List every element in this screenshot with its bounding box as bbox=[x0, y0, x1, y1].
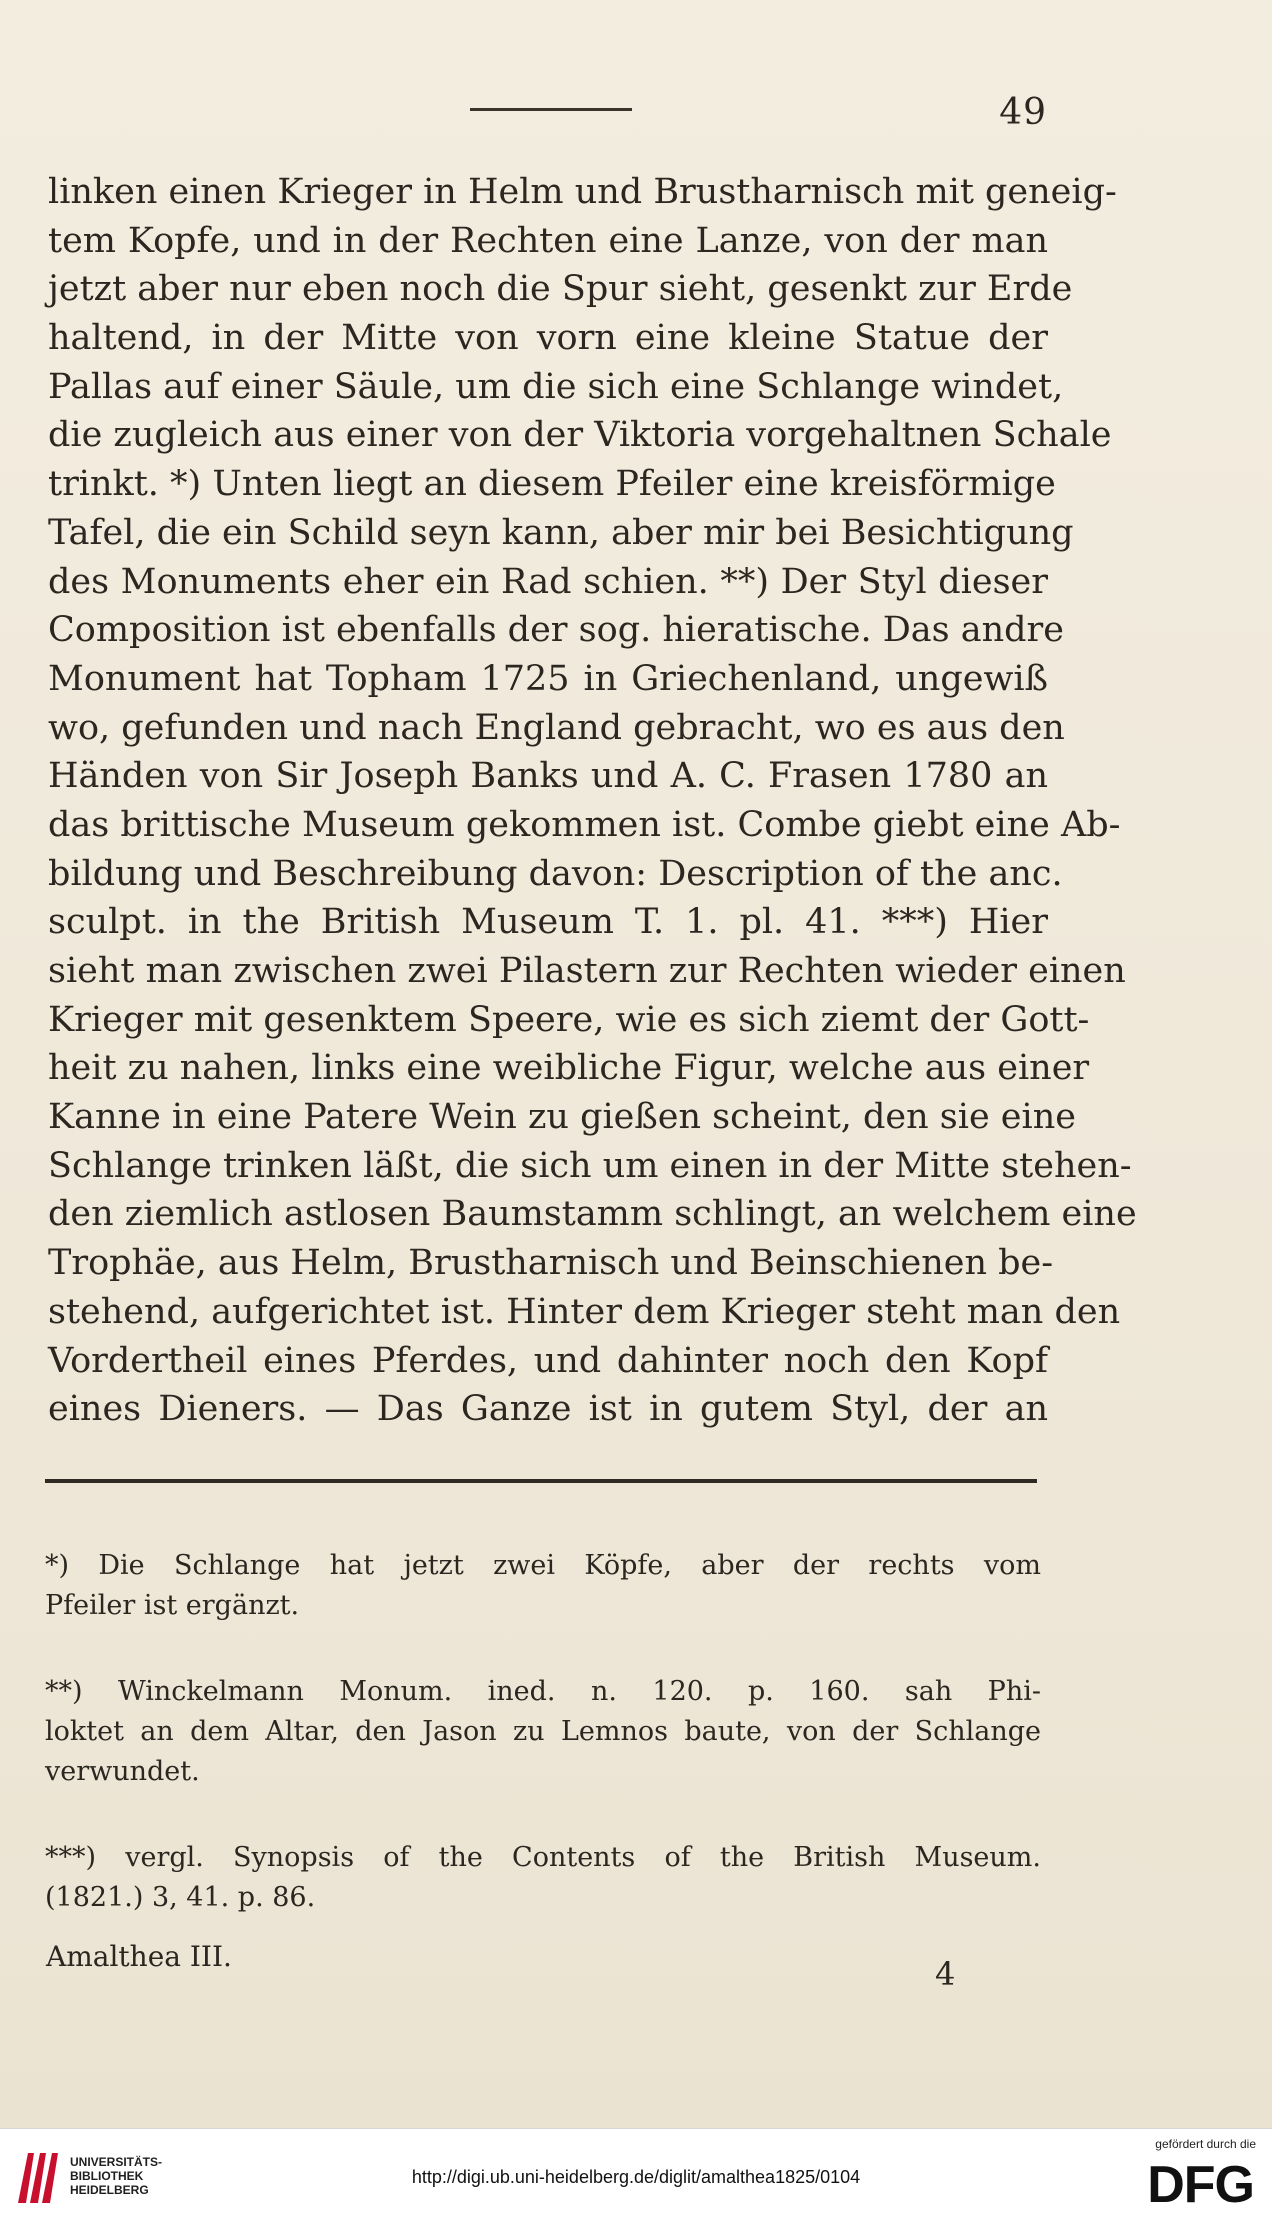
text-line: Kanne in eine Patere Wein zu gießen scheint, den sie eine bbox=[48, 1097, 1076, 1138]
footnote-line: verwundet. bbox=[45, 1756, 200, 1787]
text-line: den ziemlich astlosen Baumstamm schlingt, an welchem eine bbox=[48, 1194, 1137, 1235]
body-text bbox=[48, 168, 1137, 1434]
institution-line: BIBLIOTHEK bbox=[70, 2169, 144, 2183]
text-line: tem Kopfe, und in der Rechten eine Lanze, von der man bbox=[48, 220, 1048, 261]
permalink-url[interactable]: http://digi.ub.uni-heidelberg.de/diglit/amalthea1825/0104 bbox=[411, 2167, 861, 2187]
text-line: Händen von Sir Joseph Banks und A. C. Frasen 1780 an bbox=[48, 756, 1048, 797]
footnote-line: ***) vergl. Synopsis of the Contents of the British Museum. bbox=[45, 1842, 1041, 1873]
header-rule bbox=[470, 108, 632, 111]
text-line: des Monuments eher ein Rad schien. **) Der Styl dieser bbox=[48, 561, 1048, 602]
text-line: trinkt. *) Unten liegt an diesem Pfeiler eine kreisförmige bbox=[48, 464, 1056, 505]
text-line: heit zu nahen, links eine weibliche Figur, welche aus einer bbox=[48, 1048, 1090, 1089]
text-line: eines Dieners. — Das Ganze ist in gutem Styl, der an bbox=[48, 1389, 1048, 1430]
page-number: 49 bbox=[999, 92, 1047, 133]
text-line: die zugleich aus einer von der Viktoria vorgehaltnen Schale bbox=[48, 415, 1112, 456]
text-line: haltend, in der Mitte von vorn eine kleine Statue der bbox=[48, 318, 1048, 359]
text-line: Schlange trinken läßt, die sich um einen in der Mitte stehen- bbox=[48, 1145, 1132, 1186]
footnotes bbox=[45, 1546, 1041, 1918]
text-line: Pallas auf einer Säule, um die sich eine Schlange windet, bbox=[48, 366, 1064, 407]
text-line: stehend, aufgerichtet ist. Hinter dem Krieger steht man den bbox=[48, 1291, 1121, 1332]
dfg-logo: DFG bbox=[1147, 2156, 1254, 2214]
text-line: Vordertheil eines Pferdes, und dahinter noch den Kopf bbox=[48, 1340, 1048, 1381]
text-line: sculpt. in the British Museum T. 1. pl. 41. ***) Hier bbox=[48, 902, 1048, 943]
footnote-line: Pfeiler ist ergänzt. bbox=[45, 1590, 300, 1621]
text-line: Tafel, die ein Schild seyn kann, aber mir bei Besichtigung bbox=[48, 512, 1074, 553]
text-line: Trophäe, aus Helm, Brustharnisch und Beinschienen be- bbox=[48, 1243, 1054, 1284]
viewer-footer bbox=[0, 2128, 1272, 2223]
text-line: wo, gefunden und nach England gebracht, wo es aus den bbox=[48, 707, 1065, 748]
institution-line: HEIDELBERG bbox=[70, 2183, 149, 2197]
text-line: bildung und Beschreibung davon: Description of the anc. bbox=[48, 853, 1063, 894]
footnote-line: loktet an dem Altar, den Jason zu Lemnos baute, von der Schlange bbox=[45, 1716, 1041, 1747]
funder-caption: gefördert durch die bbox=[1155, 2137, 1256, 2151]
footnote-line: (1821.) 3, 41. p. 86. bbox=[45, 1882, 316, 1913]
text-line: Composition ist ebenfalls der sog. hieratische. Das andre bbox=[48, 610, 1064, 651]
footnote-line: *) Die Schlange hat jetzt zwei Köpfe, aber der rechts vom bbox=[45, 1550, 1041, 1581]
text-line: jetzt aber nur eben noch die Spur sieht, gesenkt zur Erde bbox=[48, 269, 1073, 310]
text-line: sieht man zwischen zwei Pilastern zur Rechten wieder einen bbox=[48, 951, 1126, 991]
institution-line: UNIVERSITÄTS- bbox=[70, 2155, 163, 2169]
signature-mark: Amalthea III. bbox=[46, 1940, 232, 1973]
text-line: Monument hat Topham 1725 in Griechenland, ungewiß bbox=[48, 658, 1048, 699]
footnote-separator bbox=[45, 1479, 1037, 1483]
text-line: das brittische Museum gekommen ist. Combe giebt eine Ab- bbox=[48, 804, 1121, 845]
text-line: linken einen Krieger in Helm und Brustharnisch mit geneig- bbox=[48, 172, 1117, 212]
text-line: Krieger mit gesenktem Speere, wie es sich ziemt der Gott- bbox=[48, 999, 1090, 1040]
footnote-line: **) Winckelmann Monum. ined. n. 120. p. 160. sah Phi- bbox=[45, 1676, 1041, 1707]
sheet-number: 4 bbox=[935, 1955, 956, 1993]
